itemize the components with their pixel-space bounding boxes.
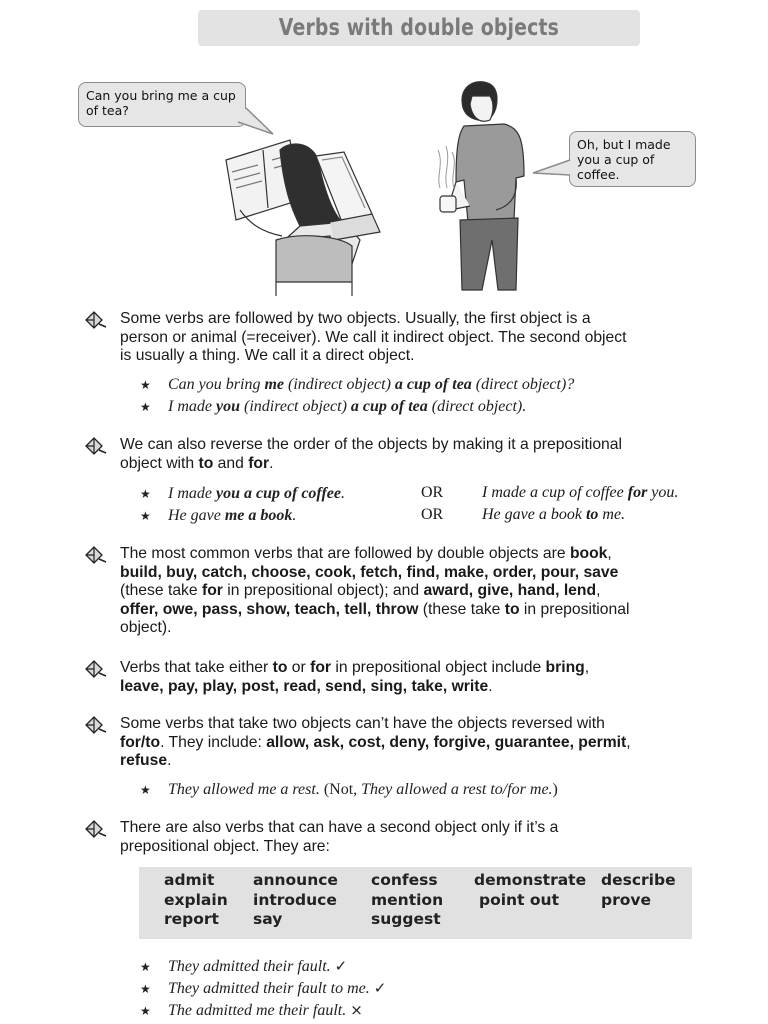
page-title: Verbs with double objects (278, 15, 560, 41)
star-icon: ★ (140, 1004, 151, 1018)
example-alternative: I made a cup of coffee for you. (482, 484, 679, 501)
section-no-reversal (120, 715, 705, 771)
diamond-bullet-icon (84, 659, 108, 679)
or-label: OR (421, 484, 444, 501)
text-line: for/to. They include: allow, ask, cost, deny, forgive, guarantee, permit, (120, 733, 631, 751)
verb-cell: introduce (253, 891, 337, 909)
bubble-line: coffee. (577, 167, 620, 182)
verb-cell: confess (371, 871, 438, 889)
text-line: is usually a thing. We call it a direct object. (120, 347, 415, 364)
section-prepositional-only (120, 819, 705, 856)
diamond-bullet-icon (84, 715, 108, 735)
verb-cell: admit (164, 871, 215, 889)
example-alternative: He gave a book to me. (482, 506, 626, 523)
text-line: object with to and for. (120, 454, 274, 472)
star-icon: ★ (140, 378, 151, 392)
verb-cell: demonstrate (474, 871, 587, 889)
bubble-tail-left (238, 108, 273, 134)
bubble-line: Can you bring me a cup (86, 88, 236, 103)
text-line: Some verbs that take two objects can’t have the objects reversed with (120, 715, 605, 732)
text-line: build, buy, catch, choose, cook, fetch, find, make, order, pour, save (120, 563, 619, 581)
section-to-or-for (120, 659, 705, 696)
example-line: ★ I made you (indirect object) a cup of tea (direct object). (140, 398, 527, 415)
example-line: ★ They admitted their fault to me. ✓ (140, 979, 387, 997)
check-icon: ✓ (334, 957, 348, 975)
star-icon: ★ (140, 509, 151, 523)
section-common-verbs (120, 545, 705, 638)
text-line: (these take for in prepositional object); and award, give, hand, lend, (120, 582, 601, 599)
verb-cell: announce (253, 871, 338, 889)
diamond-bullet-icon (84, 310, 108, 330)
star-icon: ★ (140, 400, 151, 414)
verb-cell: suggest (371, 910, 441, 928)
text-line: Some verbs are followed by two objects. Usually, the first object is a (120, 310, 591, 327)
text-line: We can also reverse the order of the objects by making it a prepositional (120, 436, 622, 453)
text-line: Verbs that take either to or for in prepositional object include bring, (120, 659, 590, 676)
man-with-cup-icon (438, 82, 524, 290)
verb-cell: say (253, 910, 283, 928)
example-line: ★ They admitted their fault. ✓ (140, 957, 348, 975)
section-reverse-order (120, 436, 705, 473)
text-line: There are also verbs that can have a second object only if it’s a (120, 819, 559, 836)
cross-icon: × (350, 1001, 363, 1019)
or-label: OR (421, 506, 444, 523)
star-icon: ★ (140, 487, 151, 501)
example-line: ★ They allowed me a rest. (Not, They allowed a rest to/for me.) (140, 781, 558, 798)
verb-cell: mention (371, 891, 444, 909)
example-line: ★ The admitted me their fault. × (140, 1001, 363, 1019)
bubble-line: of tea? (86, 103, 129, 118)
star-icon: ★ (140, 960, 151, 974)
bubble-line: you a cup of (577, 152, 655, 167)
text-line: object). (120, 619, 172, 636)
verb-table (139, 867, 692, 939)
diamond-bullet-icon (84, 545, 108, 565)
girl-reading-icon (226, 140, 380, 296)
verb-cell: prove (601, 891, 652, 909)
verb-cell: describe (601, 871, 676, 889)
text-line: offer, owe, pass, show, teach, tell, throw (these take to in prepositional (120, 600, 630, 618)
bubble-line: Oh, but I made (577, 137, 671, 152)
text-line: refuse. (120, 752, 172, 769)
text-line: The most common verbs that are followed by double objects are book, (120, 545, 612, 562)
text-line: prepositional object. They are: (120, 837, 330, 855)
verb-cell: point out (479, 891, 559, 909)
diamond-bullet-icon (84, 819, 108, 839)
example-line: ★ Can you bring me (indirect object) a cup of tea (direct object)? (140, 376, 575, 393)
illustration (0, 0, 768, 300)
star-icon: ★ (140, 982, 151, 996)
section-double-objects-intro (120, 310, 705, 366)
check-icon: ✓ (373, 979, 387, 997)
verb-cell: report (164, 910, 219, 928)
diamond-bullet-icon (84, 436, 108, 456)
example-line: ★ I made you a cup of coffee. (140, 485, 345, 502)
text-line: leave, pay, play, post, read, send, sing, take, write. (120, 677, 493, 695)
star-icon: ★ (140, 783, 151, 797)
example-line: ★ He gave me a book. (140, 507, 297, 524)
verb-cell: explain (164, 891, 228, 909)
bubble-tail-right (533, 160, 570, 175)
text-line: person or animal (=receiver). We call it indirect object. The second object (120, 328, 627, 346)
